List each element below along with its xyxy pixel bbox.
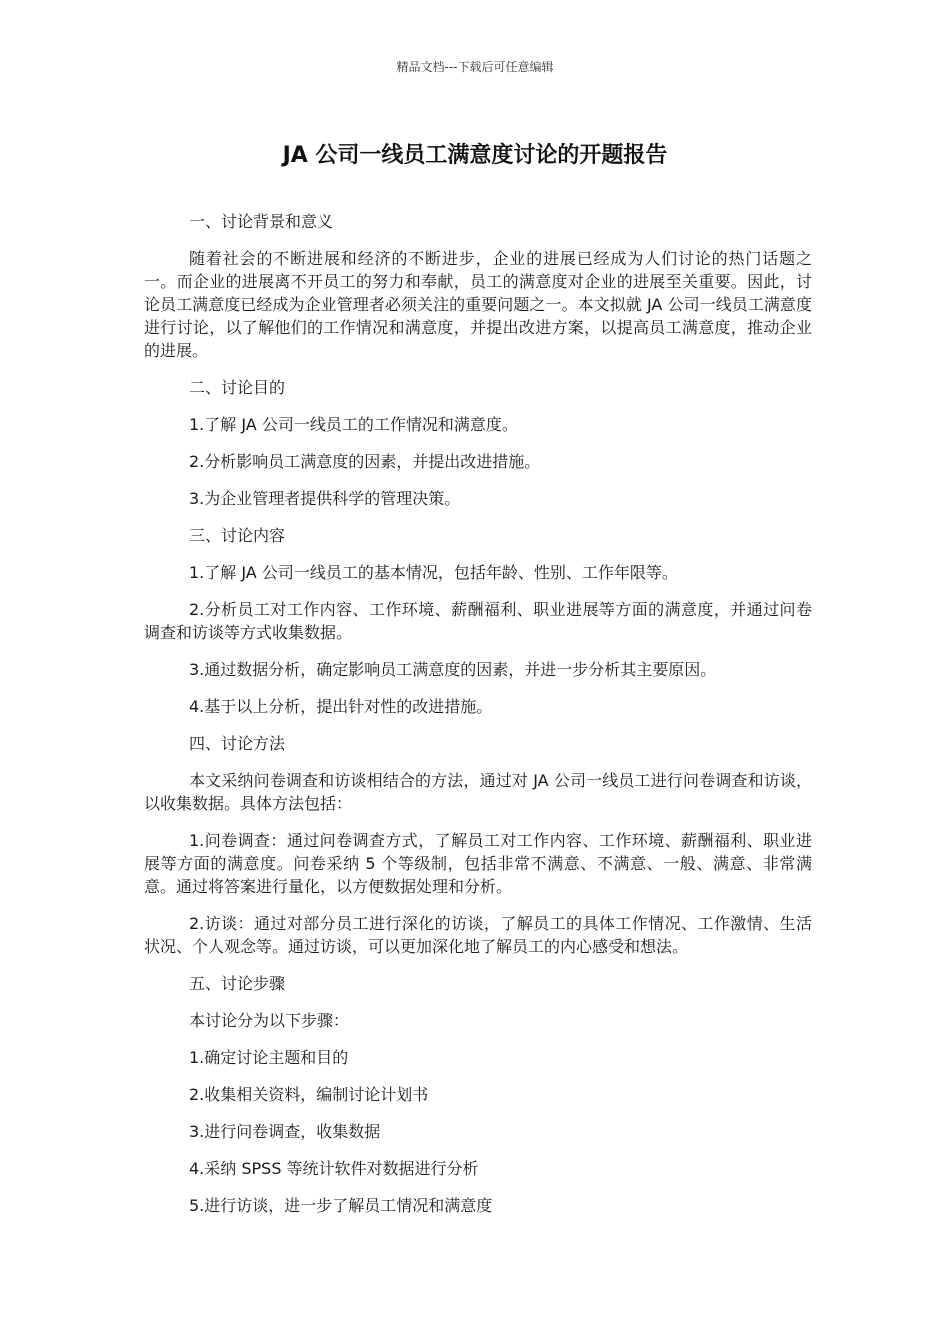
- section-heading: 一、讨论背景和意义: [189, 212, 334, 231]
- list-item: 3.通过数据分析，确定影响员工满意度的因素，并进一步分析其主要原因。: [189, 660, 717, 679]
- list-item: 1.了解 JA 公司一线员工的基本情况，包括年龄、性别、工作年限等。: [189, 563, 678, 582]
- list-item: 2.分析员工对工作内容、工作环境、薪酬福利、职业进展等方面的满意度，并通过问卷调查和访谈等方式收集数据。: [144, 600, 812, 642]
- list-item: 2.分析影响员工满意度的因素，并提出改进措施。: [189, 452, 541, 471]
- section-heading: 二、讨论目的: [189, 378, 286, 397]
- list-item: 4.基于以上分析，提出针对性的改进措施。: [189, 697, 493, 716]
- document-title: JA 公司一线员工满意度讨论的开题报告: [282, 143, 668, 168]
- document-body: [144, 210, 812, 1231]
- list-item: 4.采纳 SPSS 等统计软件对数据进行分析: [189, 1159, 479, 1178]
- section-heading: 四、讨论方法: [189, 734, 286, 753]
- list-item: 2.访谈：通过对部分员工进行深化的访谈，了解员工的具体工作情况、工作激情、生活状况、个人观念等。通过访谈，可以更加深化地了解员工的内心感受和想法。: [144, 914, 812, 956]
- list-item: 2.收集相关资料，编制讨论计划书: [189, 1085, 429, 1104]
- section-heading: 五、讨论步骤: [189, 974, 286, 993]
- list-item: 1.问卷调查：通过问卷调查方式，了解员工对工作内容、工作环境、薪酬福利、职业进展等方面的满意度。问卷采纳 5 个等级制，包括非常不满意、不满意、一般、满意、非常满意。通过将答案进行量化，以方便数据处理和分析。: [144, 831, 812, 896]
- body-paragraph: 随着社会的不断进展和经济的不断进步，企业的进展已经成为人们讨论的热门话题之一。而企业的进展离不开员工的努力和奉献，员工的满意度对企业的进展至关重要。因此，讨论员工满意度已经成为企业管理者必须关注的重要问题之一。本文拟就 JA 公司一线员工满意度进行讨论，以了解他们的工作情况和满意度，并提出改进方案，以提高员工满意度，推动企业的进展。: [144, 249, 812, 360]
- list-item: 1.了解 JA 公司一线员工的工作情况和满意度。: [189, 415, 518, 434]
- header-note: 精品文档---下载后可任意编辑: [396, 60, 554, 74]
- list-item: 1.确定讨论主题和目的: [189, 1048, 349, 1067]
- list-item: 3.为企业管理者提供科学的管理决策。: [189, 489, 461, 508]
- list-item: 3.进行问卷调查，收集数据: [189, 1122, 381, 1141]
- body-paragraph: 本讨论分为以下步骤：: [189, 1011, 350, 1030]
- list-item: 5.进行访谈，进一步了解员工情况和满意度: [189, 1196, 493, 1215]
- body-paragraph: 本文采纳问卷调查和访谈相结合的方法，通过对 JA 公司一线员工进行问卷调查和访谈，以收集数据。具体方法包括：: [144, 771, 812, 813]
- section-heading: 三、讨论内容: [189, 526, 286, 545]
